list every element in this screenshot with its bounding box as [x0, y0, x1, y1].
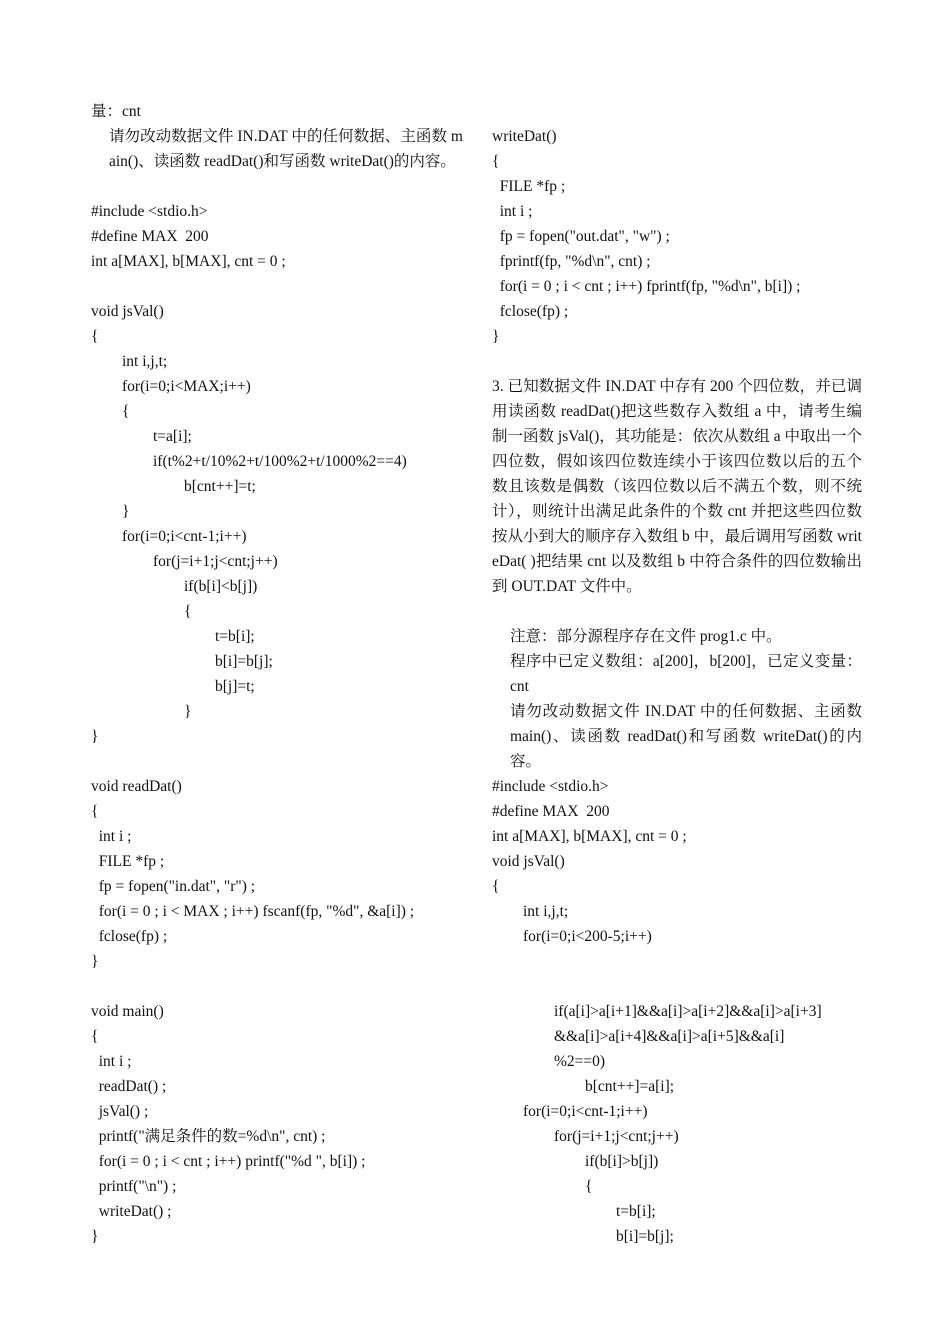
- code-line: fclose(fp) ;: [492, 303, 569, 320]
- header-code-2: [492, 774, 862, 849]
- code-line: &&a[i]>a[i+4]&&a[i]>a[i+5]&&a[i]: [492, 1028, 785, 1045]
- code-line: t=a[i];: [91, 428, 192, 445]
- code-line: }: [91, 728, 99, 745]
- source-note: 注意：部分源程序存在文件 prog1.c 中。: [510, 628, 782, 645]
- forbid-note-2: 请勿改动数据文件 IN.DAT 中的任何数据、主函数 main()、读函数 readDat()和写函数 writeDat()的内容。: [510, 703, 862, 770]
- code-line: {: [492, 878, 500, 895]
- code-line: for(i = 0 ; i < MAX ; i++) fscanf(fp, "%d", &a[i]) ;: [91, 903, 415, 920]
- code-line: b[cnt++]=a[i];: [492, 1078, 675, 1095]
- code-line: t=b[i];: [492, 1203, 656, 1220]
- code-line: b[cnt++]=t;: [91, 478, 256, 495]
- forbid-note: 请勿改动数据文件 IN.DAT 中的任何数据、主函数 main()、读函数 readDat()和写函数 writeDat()的内容。: [109, 128, 463, 170]
- code-line: for(j=i+1;j<cnt;j++): [492, 1128, 679, 1145]
- defined-note: 程序中已定义数组：a[200]，b[200]，已定义变量：cnt: [510, 653, 862, 695]
- code-line: void main(): [91, 1003, 164, 1020]
- code-line: %2==0): [492, 1053, 606, 1070]
- code-line: writeDat() ;: [91, 1203, 172, 1220]
- code-line: }: [91, 503, 130, 520]
- code-line: printf("满足条件的数=%d\n", cnt) ;: [91, 1128, 326, 1145]
- code-line: for(j=i+1;j<cnt;j++): [91, 553, 278, 570]
- code-line: int i,j,t;: [492, 903, 569, 920]
- code-line: {: [91, 328, 99, 345]
- code-line: jsVal() ;: [91, 1103, 149, 1120]
- code-line: for(i = 0 ; i < cnt ; i++) fprintf(fp, "%d\n", b[i]) ;: [492, 278, 801, 295]
- code-line: int a[MAX], b[MAX], cnt = 0 ;: [492, 828, 687, 845]
- code-line: b[j]=t;: [91, 678, 255, 695]
- code-line: {: [91, 1028, 99, 1045]
- main-code: [91, 999, 463, 1249]
- code-line: t=b[i];: [91, 628, 255, 645]
- left-column: [91, 99, 463, 1249]
- code-line: }: [91, 953, 99, 970]
- code-line: int i ;: [91, 828, 132, 845]
- code-line: #define MAX 200: [492, 803, 610, 820]
- readdat-code: [91, 774, 463, 974]
- code-line: }: [91, 703, 192, 720]
- header-code: [91, 199, 463, 274]
- code-line: b[i]=b[j];: [91, 653, 273, 670]
- code-line: void readDat(): [91, 778, 182, 795]
- code-line: if(b[i]>b[j]): [492, 1153, 659, 1170]
- code-line: b[i]=b[j];: [492, 1228, 674, 1245]
- code-line: for(i=0;i<cnt-1;i++): [492, 1103, 648, 1120]
- problem-3-text: 3. 已知数据文件 IN.DAT 中存有 200 个四位数，并已调用读函数 readDat()把这些数存入数组 a 中，请考生编制一函数 jsVal()，其功能是：依次从数组 a 中取出一个四位数，假如该四位数连续小于该四位数以后的五个数且该数是偶数（该四位数以后不满五个数，则不统计），则统计出满足此条件的个数 cnt 并把这些四位数按从小到大的顺序存入数组 b 中，最后调用写函数 writeDat( )把结果 cnt 以及数组 b 中符合条件的四位数输出到 OUT.DAT 文件中。: [492, 378, 862, 595]
- code-line: }: [492, 328, 500, 345]
- code-line: void jsVal(): [91, 303, 164, 320]
- code-line: for(i=0;i<cnt-1;i++): [91, 528, 247, 545]
- code-line: for(i=0;i<MAX;i++): [91, 378, 251, 395]
- code-line: fprintf(fp, "%d\n", cnt) ;: [492, 253, 651, 270]
- code-line: }: [91, 1228, 99, 1245]
- code-line: {: [91, 603, 192, 620]
- code-line: FILE *fp ;: [492, 178, 566, 195]
- code-line: #include <stdio.h>: [91, 203, 208, 220]
- code-line: for(i = 0 ; i < cnt ; i++) printf("%d ", b[i]) ;: [91, 1153, 366, 1170]
- code-line: fp = fopen("out.dat", "w") ;: [492, 228, 670, 245]
- code-line: readDat() ;: [91, 1078, 167, 1095]
- code-line: FILE *fp ;: [91, 853, 165, 870]
- code-line: int i ;: [492, 203, 533, 220]
- code-line: void jsVal(): [492, 853, 565, 870]
- code-line: int i,j,t;: [91, 353, 168, 370]
- code-line: writeDat(): [492, 128, 557, 145]
- code-line: #include <stdio.h>: [492, 778, 609, 795]
- right-column: [492, 124, 862, 1249]
- jsval-code-2a: [492, 849, 862, 949]
- jsval-code-2b: [492, 999, 862, 1249]
- code-line: if(t%2+t/10%2+t/100%2+t/1000%2==4): [91, 453, 407, 470]
- writedat-code: [492, 124, 862, 349]
- code-line: int a[MAX], b[MAX], cnt = 0 ;: [91, 253, 286, 270]
- code-line: if(a[i]>a[i+1]&&a[i]>a[i+2]&&a[i]>a[i+3]: [492, 1003, 822, 1020]
- code-line: printf("\n") ;: [91, 1178, 177, 1195]
- code-line: {: [492, 1178, 593, 1195]
- jsval-code: [91, 299, 463, 749]
- code-line: if(b[i]<b[j]): [91, 578, 258, 595]
- code-line: {: [492, 153, 500, 170]
- code-line: int i ;: [91, 1053, 132, 1070]
- intro-tail: 量：cnt: [91, 103, 141, 120]
- code-line: {: [91, 803, 99, 820]
- code-line: fp = fopen("in.dat", "r") ;: [91, 878, 256, 895]
- code-line: {: [91, 403, 130, 420]
- code-line: fclose(fp) ;: [91, 928, 168, 945]
- code-line: #define MAX 200: [91, 228, 209, 245]
- code-line: for(i=0;i<200-5;i++): [492, 928, 652, 945]
